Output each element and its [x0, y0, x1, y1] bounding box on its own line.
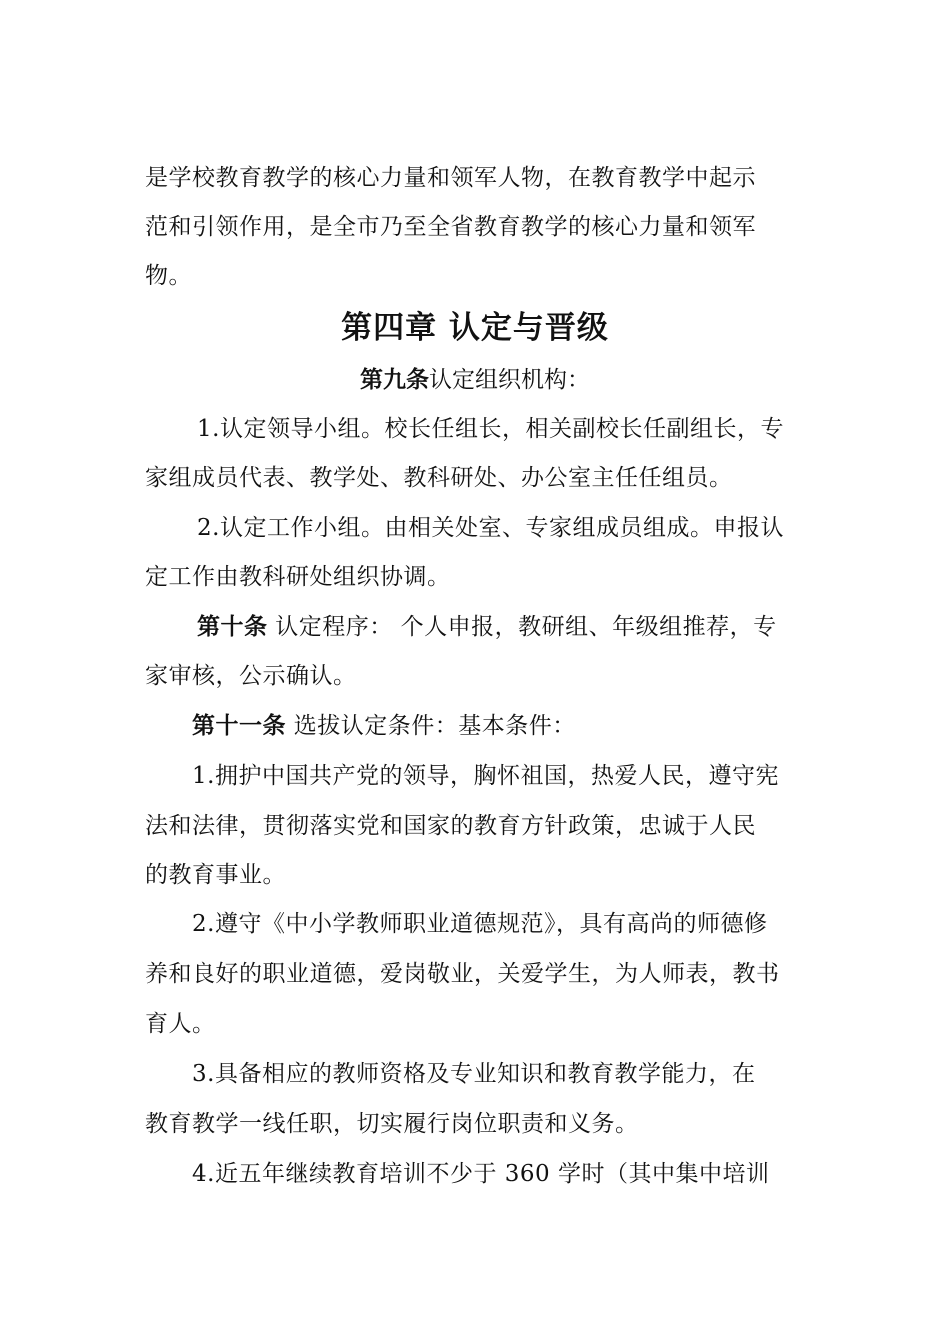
article-label: 第九条: [360, 367, 429, 393]
article-9-heading: [0, 364, 950, 396]
paragraph-line: 教育教学一线任职，切实履行岗位职责和义务。: [145, 1111, 639, 1137]
paragraph-line: 物。: [145, 263, 192, 289]
article-text: 认定组织机构：: [429, 367, 590, 393]
article-11-line: [192, 710, 810, 742]
paragraph-line: 1.拥护中国共产党的领导，胸怀祖国，热爱人民，遵守宪: [192, 763, 779, 789]
paragraph-line: 4.近五年继续教育培训不少于 360 学时（其中集中培训: [192, 1161, 770, 1187]
paragraph-line: 育人。: [145, 1011, 216, 1037]
paragraph-line: 1.认定领导小组。校长任组长，相关副校长任副组长，专: [197, 416, 784, 442]
article-label: 第十一条: [192, 713, 286, 739]
paragraph-line: 家组成员代表、教学处、教科研处、办公室主任任组员。: [145, 465, 733, 491]
article-text: 认定程序： 个人申报，教研组、年级组推荐，专: [267, 614, 777, 640]
paragraph-line: 是学校教育教学的核心力量和领军人物，在教育教学中起示: [145, 165, 756, 191]
paragraph-line: 养和良好的职业道德，爱岗敬业，关爱学生，为人师表，教书: [145, 961, 780, 987]
paragraph-line: 范和引领作用，是全市乃至全省教育教学的核心力量和领军: [145, 214, 756, 240]
paragraph-line: 3.具备相应的教师资格及专业知识和教育教学能力，在: [192, 1061, 756, 1087]
article-label: 第十条: [197, 614, 268, 640]
paragraph-line: 法和法律，贯彻落实党和国家的教育方针政策，忠诚于人民: [145, 813, 756, 839]
paragraph-line: 家审核，公示确认。: [145, 663, 357, 689]
paragraph-line: 2.认定工作小组。由相关处室、专家组成员组成。申报认: [197, 515, 784, 541]
paragraph-line: 定工作由教科研处组织协调。: [145, 564, 451, 590]
article-text: 选拔认定条件：基本条件：: [286, 713, 576, 739]
chapter-title: 第四章 认定与晋级: [341, 310, 609, 346]
paragraph-line: 2.遵守《中小学教师职业道德规范》，具有高尚的师德修: [192, 911, 768, 937]
paragraph-line: 的教育事业。: [145, 862, 286, 888]
article-10-line: [197, 611, 810, 643]
